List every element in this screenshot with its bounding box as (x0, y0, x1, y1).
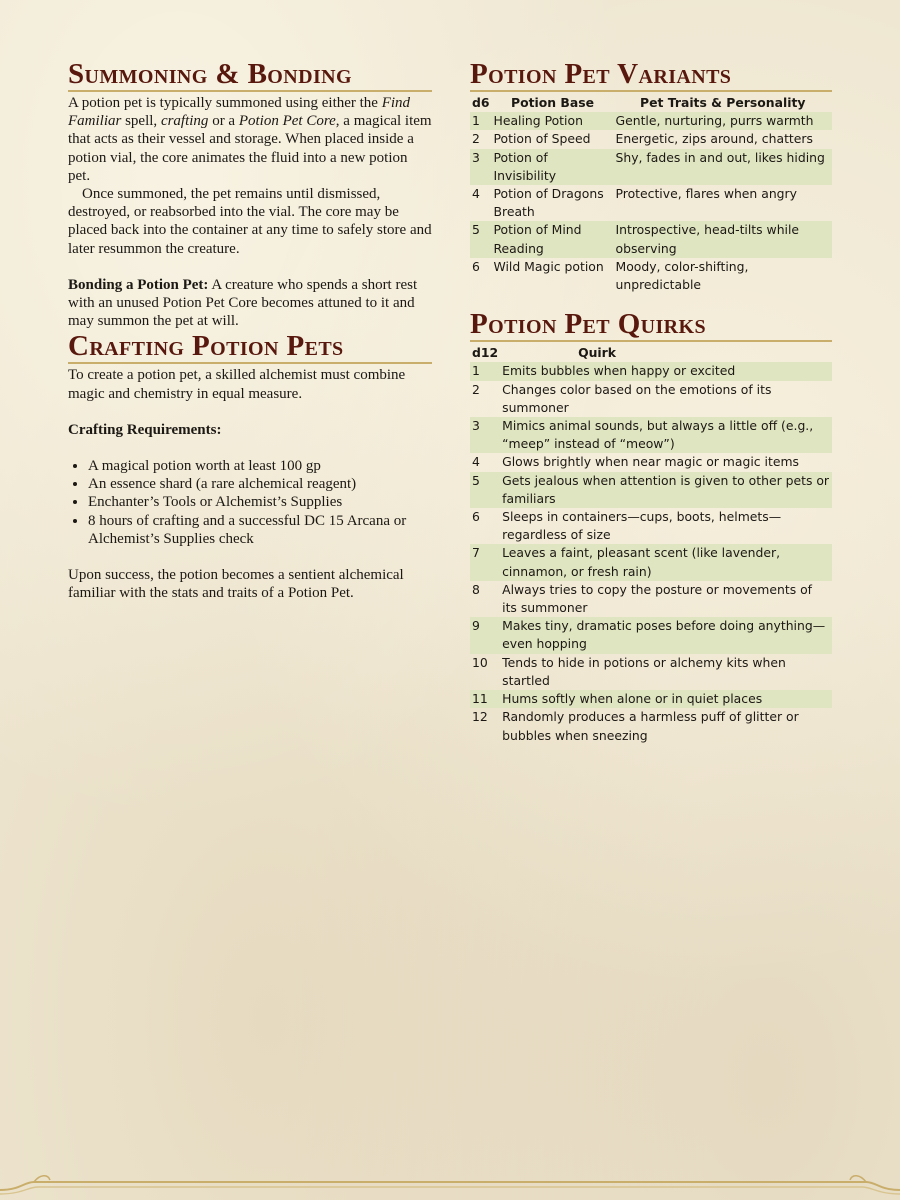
quirk-roll: 8 (472, 581, 480, 597)
table-row (470, 185, 832, 221)
bonding-label: Bonding a Potion Pet: (68, 276, 209, 293)
table-row (470, 112, 832, 130)
variant-potion-base: Healing Potion (492, 112, 614, 130)
quirk-roll: 4 (472, 454, 480, 470)
summoning-paragraph-2: Once summoned, the pet remains until dismissed, destroyed, or reabsorbed into the vial. The core may be placed back into the container at any time to safely store and later resummon the creature. (68, 186, 432, 257)
quirk-roll: 1 (470, 362, 500, 380)
quirk-roll: 12 (472, 709, 488, 725)
variant-potion-base: Potion of Invisibility (492, 149, 614, 185)
quirk-roll: 6 (472, 509, 480, 525)
variant-traits: Shy, fades in and out, likes hiding (614, 149, 833, 185)
quirk-roll: 5 (470, 472, 500, 508)
column-header-potion-base: Potion Base (511, 95, 594, 110)
table-row (470, 381, 832, 417)
table-row (470, 708, 832, 744)
quirk-text: Mimics animal sounds, but always a little off (e.g., “meep” instead of “meow”) (500, 417, 832, 453)
variant-potion-base: Potion of Mind Reading (492, 221, 614, 257)
variant-traits: Moody, color-shifting, unpredictable (615, 258, 749, 293)
summoning-paragraph-1 (68, 94, 432, 185)
quirk-roll: 3 (470, 417, 500, 453)
quirk-roll: 11 (470, 690, 500, 708)
summoning-text: or a (208, 113, 239, 130)
column-header-quirk: Quirk (578, 345, 617, 361)
list-item: • An essence shard (a rare alchemical reagent) (88, 475, 432, 493)
quirk-text: Sleeps in containers—cups, boots, helmets—regardless of size (502, 509, 782, 543)
list-item: • A magical potion worth at least 100 gp (88, 457, 432, 475)
variant-roll: 2 (472, 131, 480, 147)
quirk-text: Leaves a faint, pleasant scent (like lavender, cinnamon, or fresh rain) (500, 544, 832, 580)
quirk-text: Tends to hide in potions or alchemy kits when startled (502, 654, 786, 688)
table-row (470, 258, 832, 294)
summoning-heading-rule (68, 90, 432, 92)
table-row (470, 130, 832, 148)
column-header-pet-traits: Pet Traits & Personality (640, 95, 806, 110)
quirk-roll: 10 (472, 654, 488, 670)
quirk-roll: 9 (470, 617, 500, 653)
table-row (470, 362, 832, 380)
table-row (470, 149, 832, 185)
requirements-label: Crafting Requirements: (68, 421, 222, 438)
quirk-text: Always tries to copy the posture or movements of its summoner (502, 581, 813, 616)
left-column (68, 58, 432, 602)
variant-traits: Energetic, zips around, chatters (615, 131, 813, 147)
crafting-term: crafting (160, 113, 209, 130)
requirements-list (68, 457, 432, 548)
quirk-text: Changes color based on the emotions of its summoner (502, 381, 772, 415)
quirk-text: Gets jealous when attention is given to other pets or familiars (500, 472, 832, 508)
summoning-text: spell, (121, 113, 161, 130)
table-row (470, 508, 832, 544)
quirks-table (470, 344, 832, 744)
table-row (470, 690, 832, 708)
potion-pet-core-term: Potion Pet Core (238, 113, 336, 130)
variants-heading: Potion Pet Variants (470, 58, 732, 90)
variant-roll: 5 (470, 221, 492, 257)
crafting-intro: To create a potion pet, a skilled alchemist must combine magic and chemistry in equal measure. (68, 367, 406, 402)
crafting-heading-rule (68, 362, 432, 364)
crafting-requirements-label (68, 421, 432, 439)
quirks-heading: Potion Pet Quirks (470, 308, 706, 341)
right-column (470, 58, 832, 745)
table-row (470, 453, 832, 471)
variant-roll: 4 (472, 186, 480, 202)
variant-traits: Gentle, nurturing, purrs warmth (614, 112, 833, 130)
crafting-outro: Upon success, the potion becomes a sentient alchemical familiar with the stats and traits of a Potion Pet. (68, 567, 404, 602)
table-row (470, 617, 832, 653)
list-item: • Enchanter’s Tools or Alchemist’s Supplies (88, 493, 432, 511)
column-header-d12: d12 (472, 345, 499, 361)
variant-traits: Introspective, head-tilts while observing (614, 221, 833, 257)
summoning-text: A potion pet is typically summoned using either the (68, 95, 382, 111)
variants-table-body (470, 112, 832, 294)
table-header-row (470, 344, 832, 362)
quirk-roll: 2 (472, 381, 480, 397)
quirk-text: Hums softly when alone or in quiet places (500, 690, 832, 708)
find-familiar-spell: Find Familiar (68, 95, 411, 130)
variant-roll: 3 (470, 149, 492, 185)
quirk-text: Emits bubbles when happy or excited (500, 362, 832, 380)
variant-potion-base: Wild Magic potion (493, 258, 604, 274)
table-row (470, 581, 832, 617)
table-row (470, 544, 832, 580)
quirk-text: Makes tiny, dramatic poses before doing anything—even hopping (500, 617, 832, 653)
variant-roll: 1 (470, 112, 492, 130)
table-row (470, 417, 832, 453)
quirks-heading-rule (470, 340, 832, 342)
variants-heading-rule (470, 90, 832, 92)
table-row (470, 472, 832, 508)
variant-potion-base: Potion of Speed (493, 131, 591, 147)
table-row (470, 221, 832, 257)
variants-table (470, 94, 832, 294)
list-item: • 8 hours of crafting and a successful DC 15 Arcana or Alchemist’s Supplies check (88, 512, 432, 548)
summoning-text: , a magical item that acts as their vessel and storage. When placed inside a potion vial, the core animates the fluid into a new potion pet. (68, 113, 432, 184)
bonding-paragraph (68, 276, 432, 331)
page-border-ornament (0, 1160, 900, 1200)
table-row (470, 654, 832, 690)
bonding-text: A creature who spends a short rest with an unused Potion Pet Core becomes attuned to it and may summon the pet at will. (68, 276, 418, 330)
table-header-row (470, 94, 832, 112)
column-header-d6: d6 (472, 95, 490, 110)
variant-potion-base: Potion of Dragons Breath (493, 186, 604, 220)
variant-traits: Protective, flares when angry (615, 186, 797, 202)
crafting-heading: Crafting Potion Pets (68, 330, 344, 363)
variant-roll: 6 (472, 258, 480, 274)
quirks-table-body (470, 362, 832, 744)
summoning-heading: Summoning & Bonding (68, 58, 352, 90)
quirk-roll: 7 (470, 544, 500, 580)
quirk-text: Randomly produces a harmless puff of glitter or bubbles when sneezing (502, 709, 799, 743)
quirk-text: Glows brightly when near magic or magic items (502, 454, 799, 470)
